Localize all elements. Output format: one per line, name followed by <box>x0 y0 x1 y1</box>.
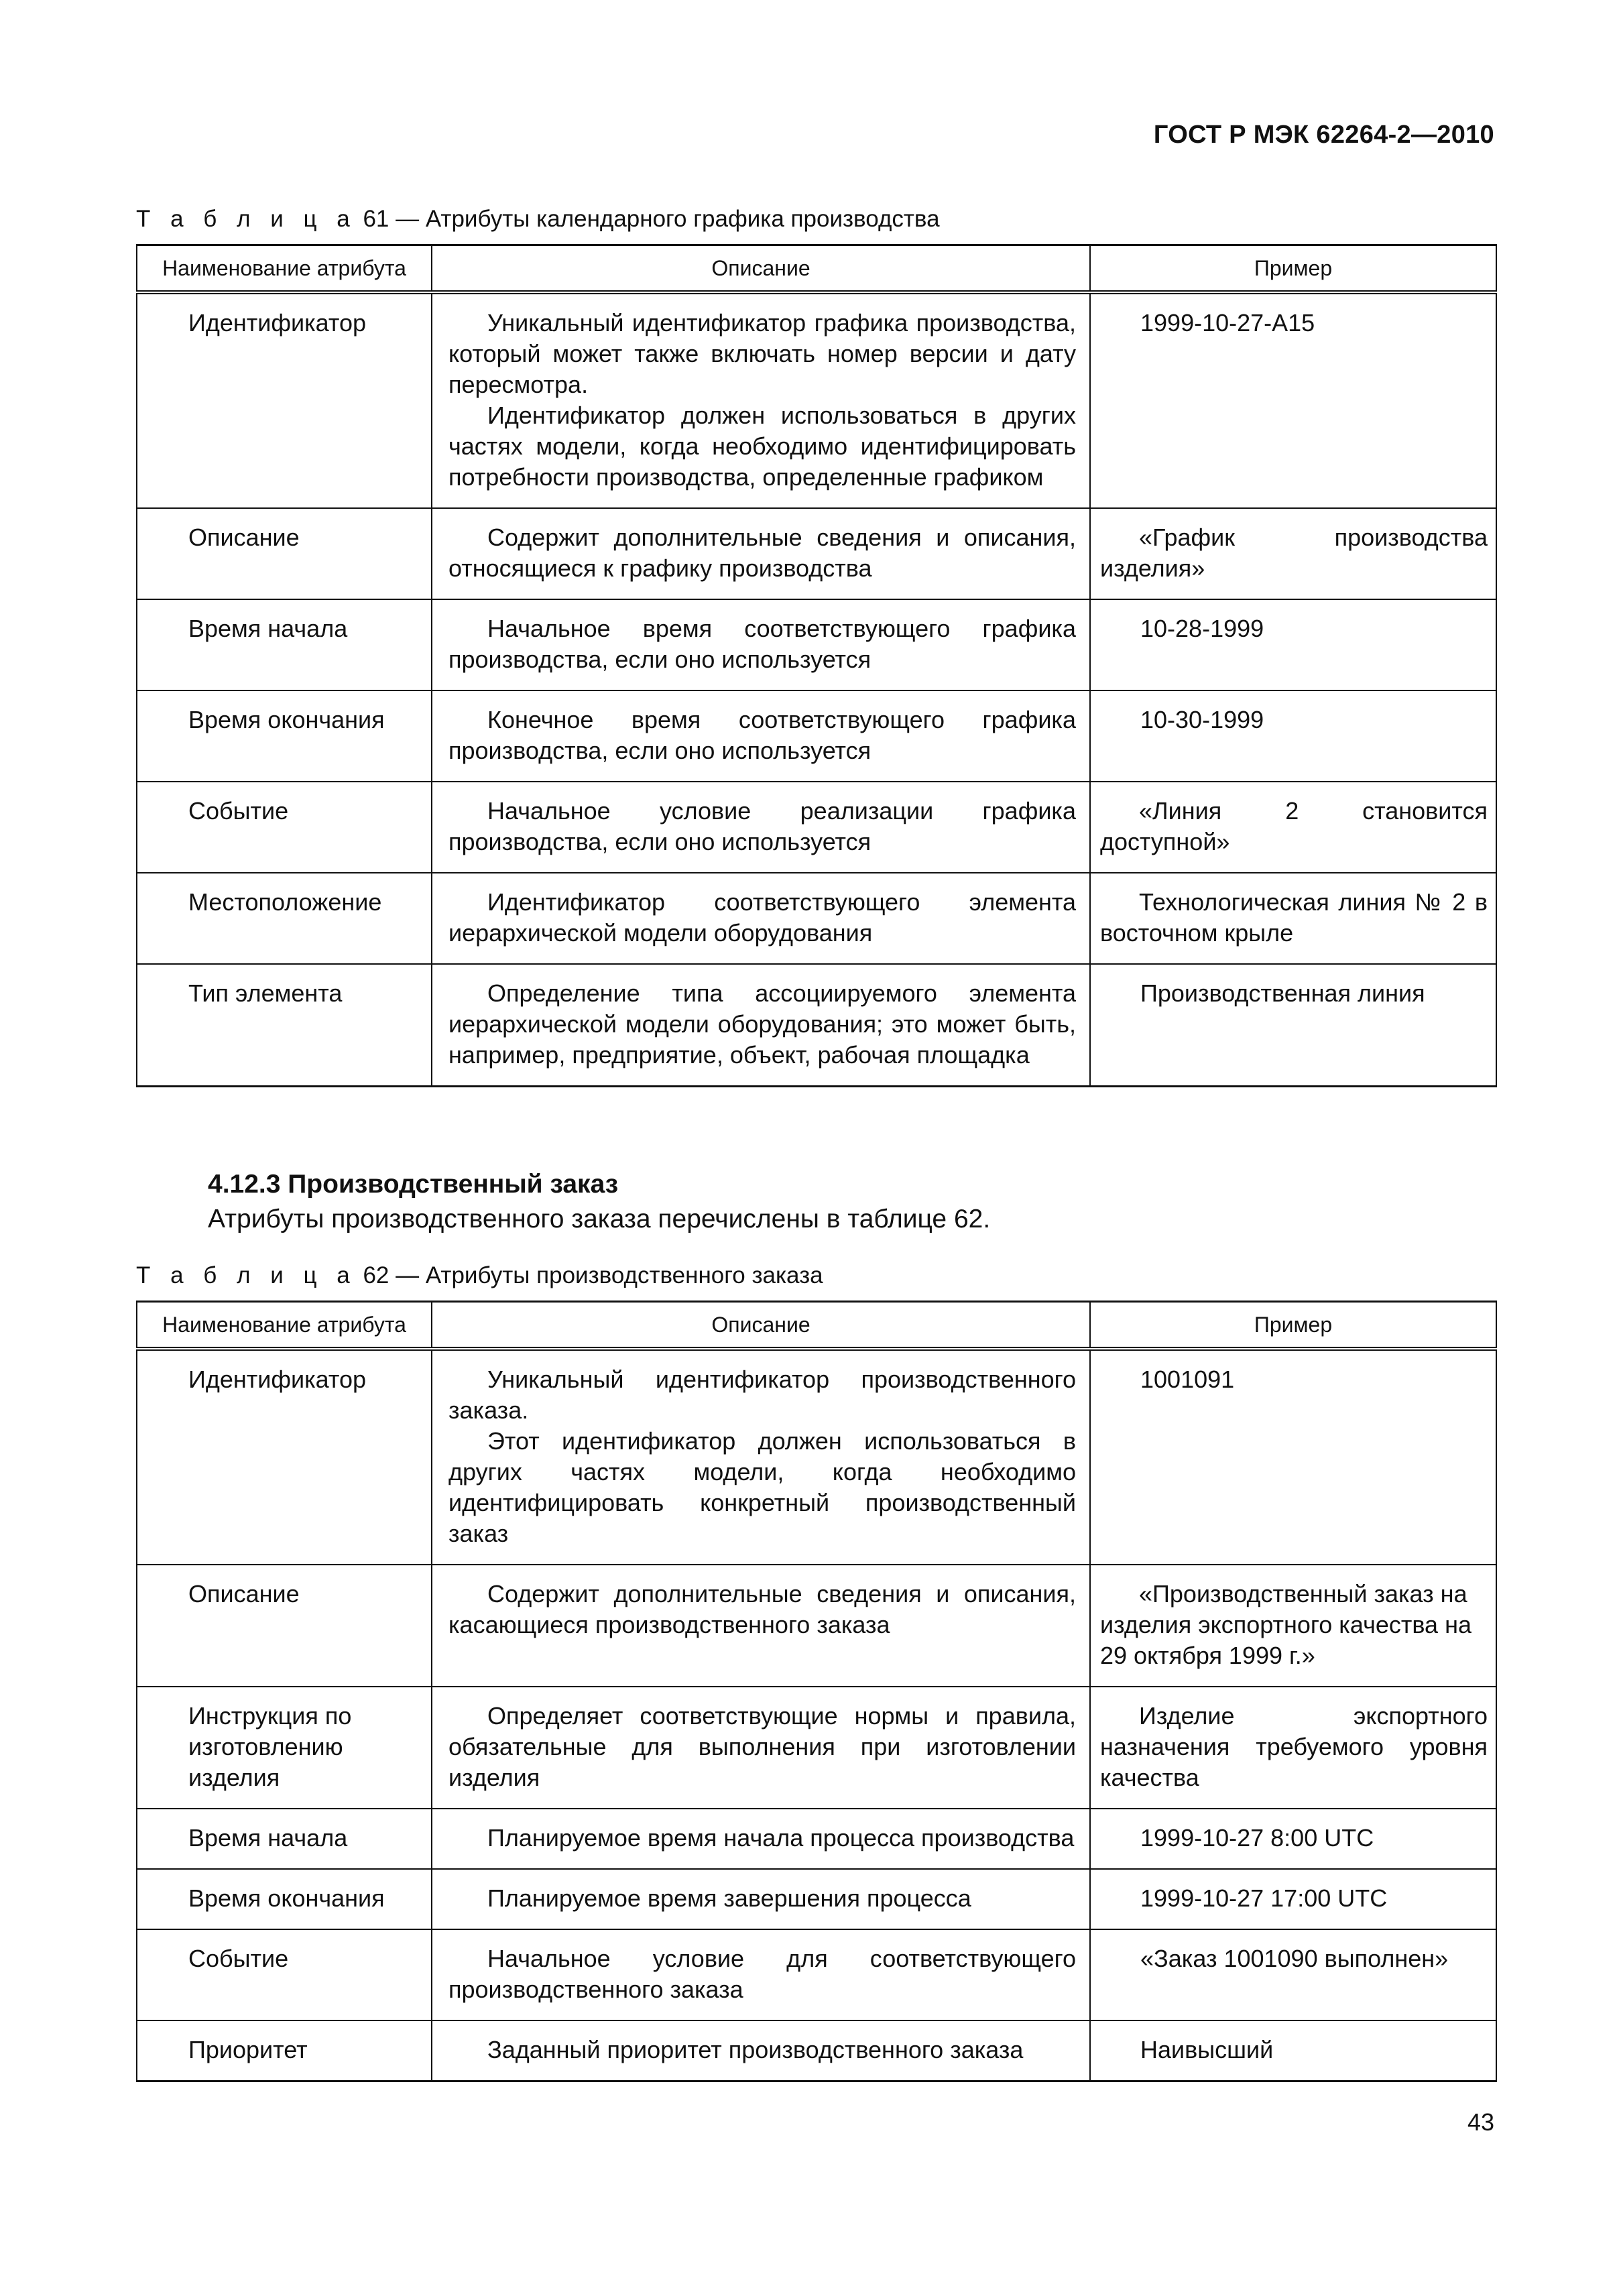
table-61-caption-title: 61 — Атрибуты календарного графика производства <box>356 206 940 232</box>
table-header-row <box>137 1302 1496 1349</box>
attribute-example: 10-30-1999 <box>1090 690 1496 782</box>
description-paragraph: Этот идентификатор должен использоваться в других частях модели, когда необходимо идентифицировать конкретный производственный заказ <box>448 1427 1076 1547</box>
attribute-example: 1999-10-27-А15 <box>1090 292 1496 508</box>
table-header-row <box>137 245 1496 293</box>
table-62-caption <box>136 1262 823 1289</box>
column-header-name: Наименование атрибута <box>137 245 432 293</box>
description-paragraph: Идентификатор должен использоваться в других частях модели, когда необходимо идентифицировать потребности производства, определенные графиком <box>448 402 1076 491</box>
column-header-description: Описание <box>432 245 1090 293</box>
table-row <box>137 599 1496 690</box>
description-paragraph: Уникальный идентификатор графика производства, который может также включать номер версии и дату пересмотра. <box>448 309 1076 398</box>
table-row <box>137 873 1496 964</box>
attribute-example: «Линия 2 становится доступной» <box>1090 782 1496 873</box>
table-62-caption-prefix: Т а б л и ц а <box>136 1262 357 1288</box>
attribute-name: Событие <box>137 1929 432 2020</box>
table-row <box>137 964 1496 1087</box>
table-row <box>137 1349 1496 1565</box>
table-row <box>137 782 1496 873</box>
attribute-description <box>432 1349 1090 1565</box>
attribute-name: Время окончания <box>137 1869 432 1929</box>
attribute-description: Планируемое время начала процесса производства <box>432 1809 1090 1869</box>
table-row <box>137 1565 1496 1687</box>
table-row <box>137 1809 1496 1869</box>
attribute-description: Определение типа ассоциируемого элемента иерархической модели оборудования; это может быть, например, предприятие, объект, рабочая площадка <box>432 964 1090 1087</box>
table-row <box>137 508 1496 599</box>
table-62-caption-title: 62 — Атрибуты производственного заказа <box>356 1262 823 1288</box>
table-61-caption-prefix: Т а б л и ц а <box>136 206 357 232</box>
attribute-description: Начальное время соответствующего графика производства, если оно используется <box>432 599 1090 690</box>
attribute-description: Содержит дополнительные сведения и описания, касающиеся производственного заказа <box>432 1565 1090 1687</box>
column-header-example: Пример <box>1090 245 1496 293</box>
attribute-name: Описание <box>137 508 432 599</box>
attribute-example: Наивысший <box>1090 2020 1496 2081</box>
attribute-description: Планируемое время завершения процесса <box>432 1869 1090 1929</box>
table-row <box>137 1929 1496 2020</box>
column-header-example: Пример <box>1090 1302 1496 1349</box>
table-row <box>137 292 1496 508</box>
attribute-description <box>432 292 1090 508</box>
table-61 <box>136 244 1497 1087</box>
attribute-name: Время начала <box>137 599 432 690</box>
attribute-example: 1001091 <box>1090 1349 1496 1565</box>
attribute-name <box>137 1687 432 1809</box>
attribute-name: Идентификатор <box>137 1349 432 1565</box>
attribute-name: Описание <box>137 1565 432 1687</box>
attribute-name: Событие <box>137 782 432 873</box>
attribute-name: Идентификатор <box>137 292 432 508</box>
attribute-example: «Заказ 1001090 выполнен» <box>1090 1929 1496 2020</box>
attribute-description: Начальное условие реализации графика производства, если оно используется <box>432 782 1090 873</box>
table-62 <box>136 1301 1497 2082</box>
attribute-description: Определяет соответствующие нормы и правила, обязательные для выполнения при изготовлении изделия <box>432 1687 1090 1809</box>
document-standard-header: ГОСТ Р МЭК 62264-2—2010 <box>1153 121 1494 149</box>
attribute-example: «График производства изделия» <box>1090 508 1496 599</box>
table-row <box>137 1687 1496 1809</box>
attribute-description: Содержит дополнительные сведения и описания, относящиеся к графику производства <box>432 508 1090 599</box>
page-number: 43 <box>1467 2108 1494 2136</box>
table-row <box>137 1869 1496 1929</box>
attribute-name: Время начала <box>137 1809 432 1869</box>
description-paragraph: Уникальный идентификатор производственного заказа. <box>448 1366 1076 1424</box>
attribute-description: Начальное условие для соответствующего производственного заказа <box>432 1929 1090 2020</box>
attribute-example: 1999-10-27 8:00 UTC <box>1090 1809 1496 1869</box>
attribute-description: Конечное время соответствующего графика производства, если оно используется <box>432 690 1090 782</box>
column-header-name: Наименование атрибута <box>137 1302 432 1349</box>
column-header-description: Описание <box>432 1302 1090 1349</box>
attribute-example: Производственная линия <box>1090 964 1496 1087</box>
attribute-description: Идентификатор соответствующего элемента иерархической модели оборудования <box>432 873 1090 964</box>
attribute-example: 10-28-1999 <box>1090 599 1496 690</box>
attribute-description: Заданный приоритет производственного заказа <box>432 2020 1090 2081</box>
attribute-example: Технологическая линия № 2 в восточном крыле <box>1090 873 1496 964</box>
table-row <box>137 2020 1496 2081</box>
attribute-example: Изделие экспортного назначения требуемого уровня качества <box>1090 1687 1496 1809</box>
table-61-caption <box>136 206 940 233</box>
attribute-example: 1999-10-27 17:00 UTC <box>1090 1869 1496 1929</box>
attribute-name: Тип элемента <box>137 964 432 1087</box>
attribute-name-text: Инструкция по изготовлению изделия <box>188 1702 352 1791</box>
attribute-name: Местоположение <box>137 873 432 964</box>
table-row <box>137 690 1496 782</box>
section-heading: 4.12.3 Производственный заказ <box>208 1170 619 1199</box>
attribute-name: Приоритет <box>137 2020 432 2081</box>
attribute-example: «Производственный заказ на изделия экспортного качества на 29 октября 1999 г.» <box>1090 1565 1496 1687</box>
attribute-name: Время окончания <box>137 690 432 782</box>
section-text: Атрибуты производственного заказа перечислены в таблице 62. <box>208 1205 991 1233</box>
